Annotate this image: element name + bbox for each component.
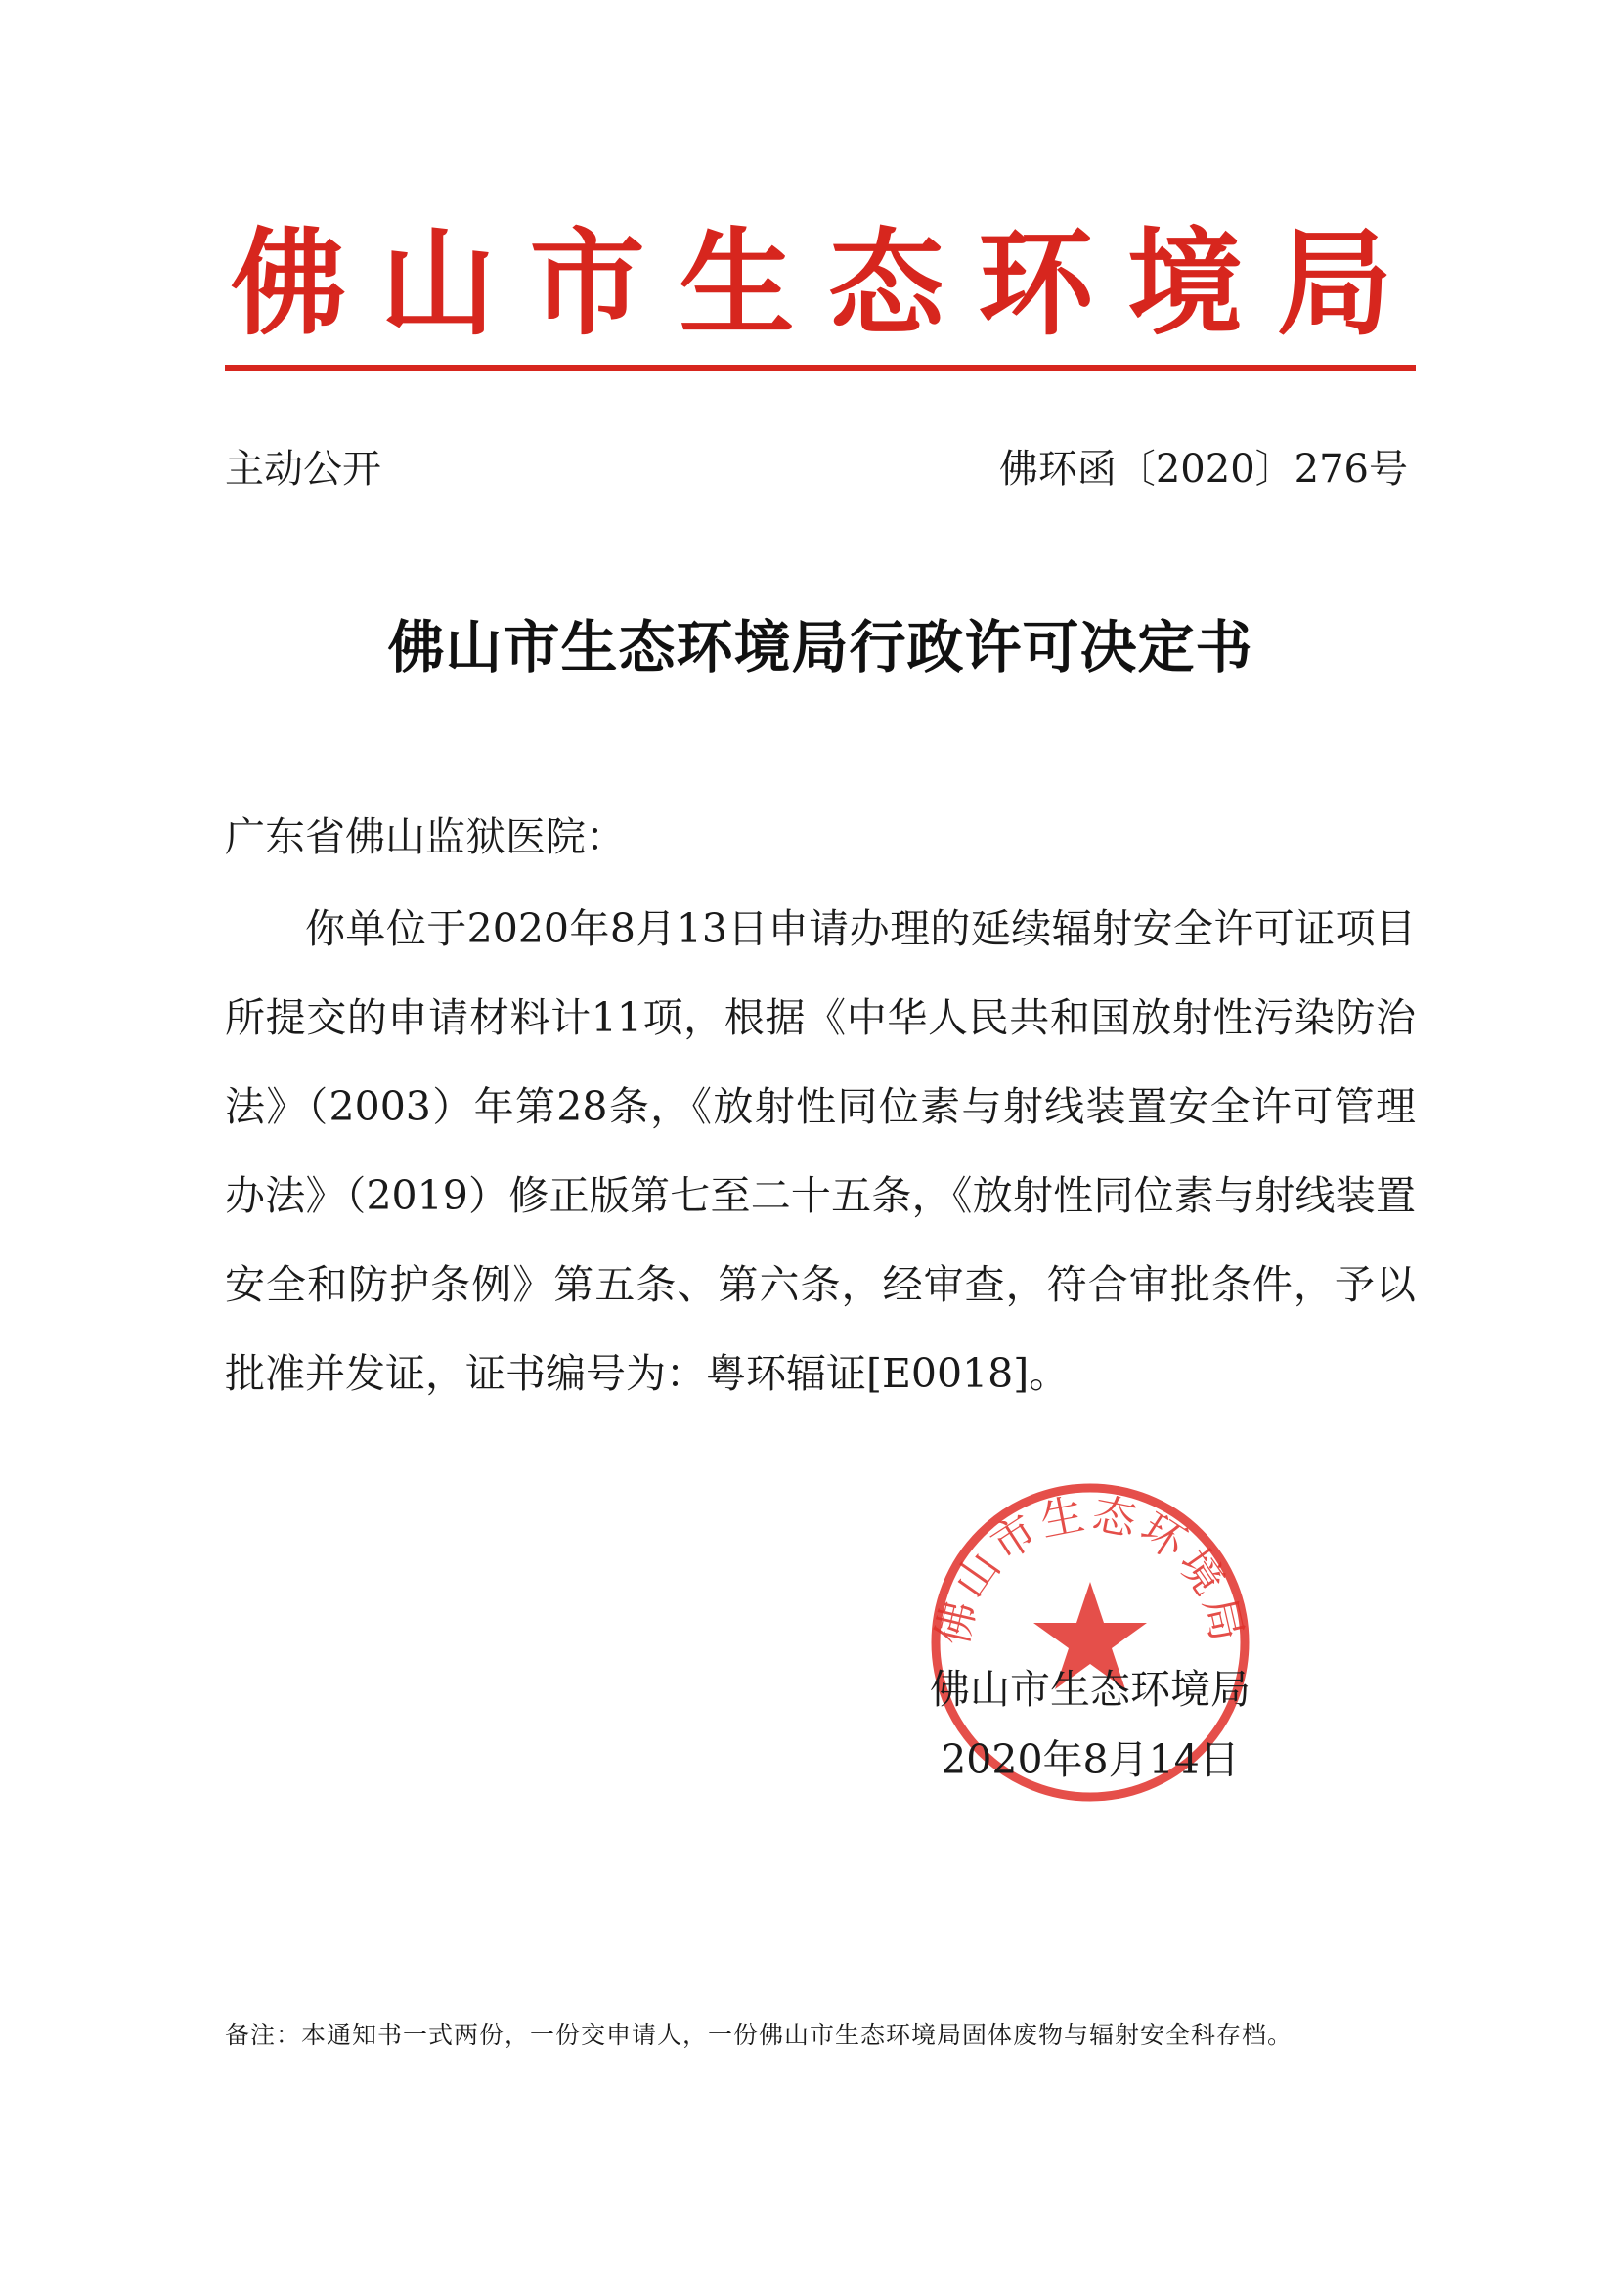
letterhead-character: 山 — [379, 215, 496, 351]
document-number: 佛环函〔2020〕276号 — [998, 447, 1408, 492]
letterhead-character: 境 — [1127, 215, 1244, 351]
letterhead-red-rule — [225, 365, 1416, 371]
addressee: 广东省佛山监狱医院： — [225, 813, 626, 860]
letterhead-character: 态 — [828, 215, 944, 351]
signature-block — [914, 1654, 1266, 1795]
letterhead-character: 佛 — [230, 215, 346, 351]
letterhead-character: 局 — [1276, 215, 1392, 351]
letterhead-character: 生 — [679, 215, 795, 351]
signature-organization: 佛山市生态环境局 — [930, 1666, 1251, 1713]
letterhead-title — [225, 200, 1398, 351]
letterhead-character: 市 — [529, 215, 645, 351]
signature-date: 2020年8月14日 — [941, 1736, 1240, 1783]
body-paragraph: 你单位于2020年8月13日申请办理的延续辐射安全许可证项目所提交的申请材料计11项，根据《中华人民共和国放射性污染防治法》（2003）年第28条，《放射性同位素与射线装置安全许可管理办法》（2019）修正版第七至二十五条，《放射性同位素与射线装置安全和防护条例》第五条、第六条，经审查，符合审批条件，予以批准并发证，证书编号为：粤环辐证[E0018]。 — [225, 905, 1416, 1397]
disclosure-label: 主动公开 — [225, 447, 381, 492]
letterhead-character: 环 — [978, 215, 1094, 351]
footnote: 备注：本通知书一式两份，一份交申请人，一份佛山市生态环境局固体废物与辐射安全科存档。 — [225, 2021, 1294, 2049]
document-title: 佛山市生态环境局行政许可决定书 — [387, 614, 1253, 680]
seal-text: 佛山市生态环境局 — [927, 1488, 1253, 1650]
document-meta-row — [225, 438, 1416, 497]
